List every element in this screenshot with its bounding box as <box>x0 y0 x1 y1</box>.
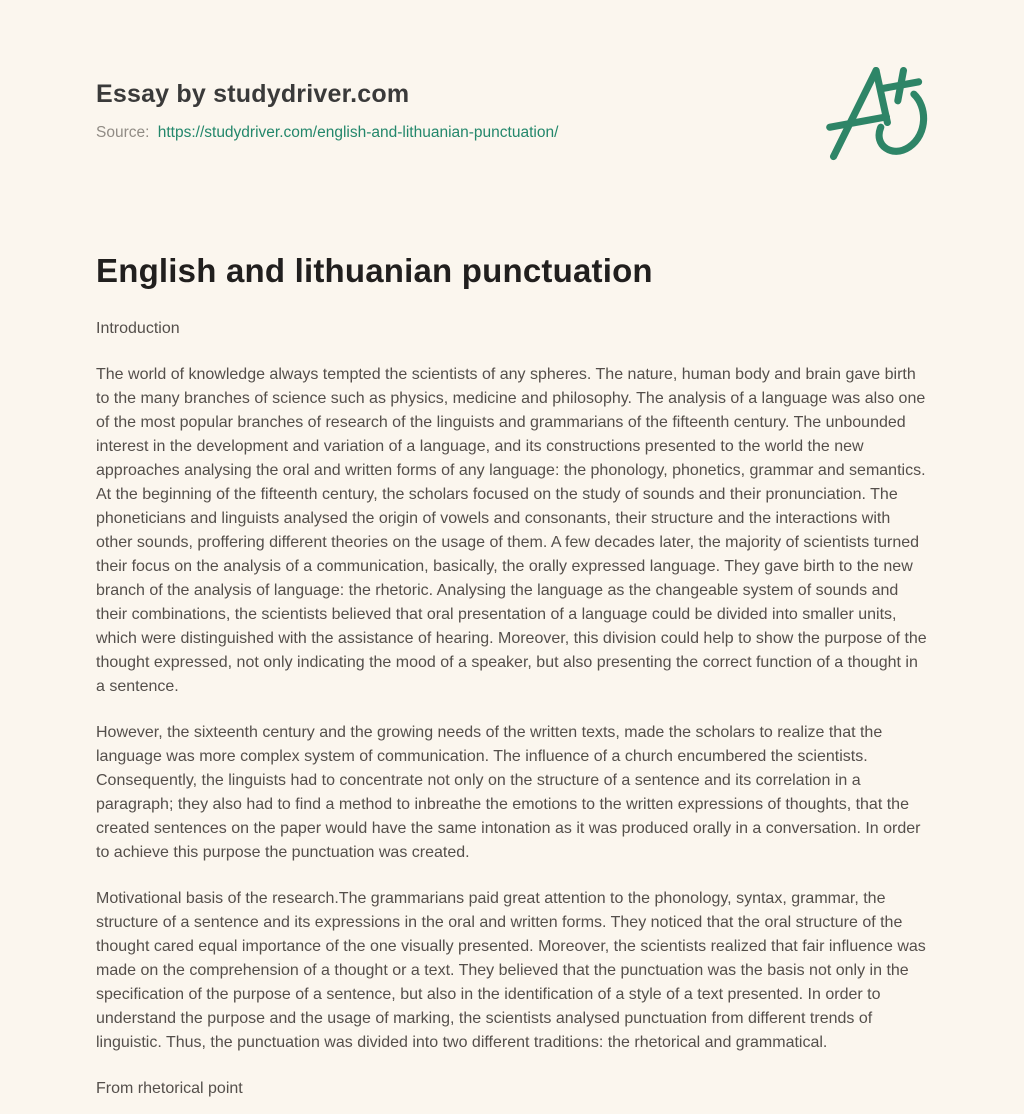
a-plus-logo-icon <box>820 62 934 166</box>
paragraph-body-1: The world of knowledge always tempted the scientists of any spheres. The nature, human body and brain gave birth to the many branches of science such as physics, medicine and philosophy. The analysis of a language was also one of the most popular branches of research of the linguists and grammarians of the fifteenth century. The unbounded interest in the development and variation of a language, and its constructions presented to the world the new approaches analysing the oral and written forms of any language: the phonology, phonetics, grammar and semantics. At the beginning of the fifteenth century, the scholars focused on the study of sounds and their pronunciation. The phoneticians and linguists analysed the origin of vowels and consonants, their structure and the interactions with other sounds, proffering different theories on the usage of them. A few decades later, the majority of scientists turned their focus on the analysis of a communication, basically, the orally expressed language. They gave birth to the new branch of the analysis of language: the rhetoric. Analysing the language as the changeable system of sounds and their combinations, the scientists believed that oral presentation of a language could be divided into smaller units, which were distinguished with the assistance of hearing. Moreover, this division could help to show the purpose of the thought expressed, not only indicating the mood of a speaker, but also presenting the correct function of a thought in a sentence. <box>96 366 927 695</box>
essay-content <box>96 252 928 1101</box>
header-title: Essay by studydriver.com <box>96 80 410 108</box>
essay-title: English and lithuanian punctuation <box>96 252 653 289</box>
source-label: Source: <box>96 124 150 141</box>
studydriver-logo <box>820 62 934 166</box>
paragraph-body-2: However, the sixteenth century and the growing needs of the written texts, made the scholars to realize that the language was more complex system of communication. The influence of a church encumbered the scientists. Consequently, the linguists had to concentrate not only on the structure of a sentence and its correlation in a paragraph; they also had to find a method to inbreathe the emotions to the written expressions of thoughts, that the created sentences on the paper would have the same intonation as it was produced orally in a conversation. In order to achieve this purpose the punctuation was created. <box>96 724 921 861</box>
paragraph-body-3: Motivational basis of the research.The grammarians paid great attention to the phonology, syntax, grammar, the structure of a sentence and its expressions in the oral and written forms. They noticed that the oral structure of the thought cared equal importance of the one visually presented. Moreover, the scientists realized that fair influence was made on the comprehension of a thought or a text. They believed that the punctuation was the basis not only in the specification of the purpose of a sentence, but also in the identification of a style of a text presented. In order to understand the purpose and the usage of marking, the scientists analysed punctuation from different trends of linguistic. Thus, the punctuation was divided into two different traditions: the rhetorical and grammatical. <box>96 890 926 1051</box>
paragraph-introduction: Introduction <box>96 320 180 337</box>
page-header <box>96 0 928 142</box>
source-link[interactable]: https://studydriver.com/english-and-lithuanian-punctuation/ <box>157 124 559 141</box>
paragraph-partial-last: From rhetorical point <box>96 1080 243 1097</box>
source-line <box>96 124 928 142</box>
